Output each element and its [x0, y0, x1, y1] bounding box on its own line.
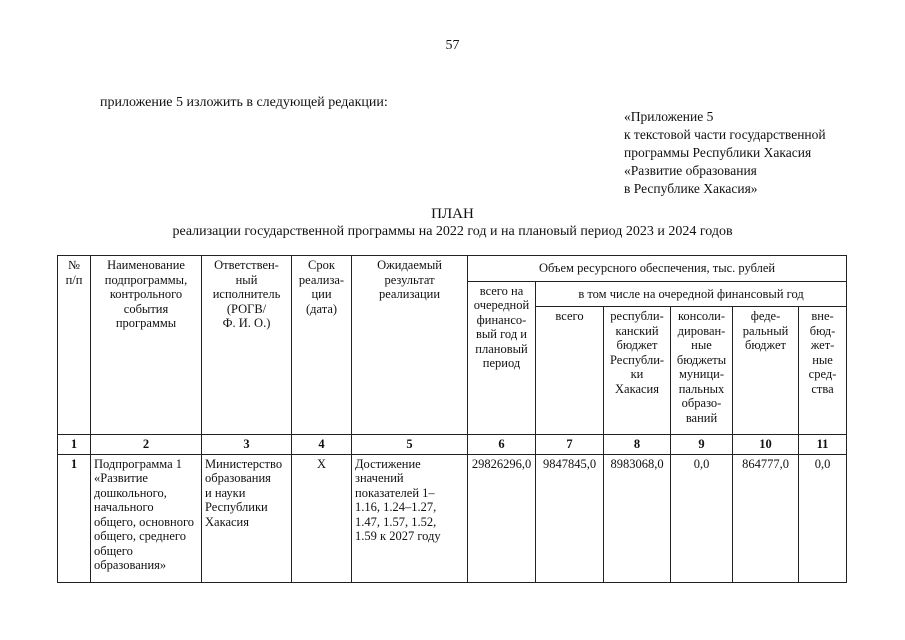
intro-text: приложение 5 изложить в следующей редакции:: [100, 95, 388, 110]
row-result: Достижение значений показателей 1– 1.16, 1.24–1.27, 1.47, 1.57, 1.52, 1.59 к 2027 году: [352, 454, 468, 582]
header-extra: вне- бюд- жет- ные сред- ства: [799, 307, 847, 435]
row-term: Х: [292, 454, 352, 582]
row-total-all: 29826296,0: [468, 454, 536, 582]
column-number: 9: [671, 435, 733, 455]
appendix-line: программы Республики Хакасия: [624, 145, 812, 160]
column-number: 8: [604, 435, 671, 455]
appendix-line: «Приложение 5: [624, 109, 714, 124]
appendix-line: к текстовой части государственной: [624, 127, 826, 142]
column-number-row: [58, 435, 847, 455]
header-republic: республи- канский бюджет Республи- ки Хакасия: [604, 307, 671, 435]
plan-title: ПЛАН: [431, 206, 474, 222]
row-republic: 8983068,0: [604, 454, 671, 582]
header-total-all: всего на очередной финансо- вый год и плановый период: [468, 281, 536, 435]
header-municipal: консоли- дирован- ные бюджеты муници- пальных образо- ваний: [671, 307, 733, 435]
column-number: 1: [58, 435, 91, 455]
plan-subtitle: реализации государственной программы на 2022 год и на плановый период 2023 и 2024 годов: [172, 224, 733, 239]
column-number: 2: [91, 435, 202, 455]
header-incl-current: в том числе на очередной финансовый год: [536, 281, 847, 307]
row-municipal: 0,0: [671, 454, 733, 582]
header-total: всего: [536, 307, 604, 435]
row-name: Подпрограмма 1 «Развитие дошкольного, начального общего, основного общего, среднего общего образования»: [91, 454, 202, 582]
column-number: 11: [799, 435, 847, 455]
column-number: 3: [202, 435, 292, 455]
header-num: № п/п: [58, 256, 91, 435]
column-number: 6: [468, 435, 536, 455]
plan-table: [57, 255, 847, 583]
header-name: Наименование подпрограммы, контрольного события программы: [91, 256, 202, 435]
row-executor: Министерство образования и науки Республики Хакасия: [202, 454, 292, 582]
column-number: 5: [352, 435, 468, 455]
page-number: 57: [445, 38, 460, 53]
header-executor: Ответствен- ный исполнитель (РОГВ/ Ф. И. О.): [202, 256, 292, 435]
column-number: 10: [733, 435, 799, 455]
row-extra: 0,0: [799, 454, 847, 582]
row-num: 1: [58, 454, 91, 582]
header-result: Ожидаемый результат реализации: [352, 256, 468, 435]
appendix-reference: [624, 108, 826, 198]
column-number: 7: [536, 435, 604, 455]
header-federal: феде- ральный бюджет: [733, 307, 799, 435]
header-term: Срок реализа- ции (дата): [292, 256, 352, 435]
row-federal: 864777,0: [733, 454, 799, 582]
header-volume: Объем ресурсного обеспечения, тыс. рублей: [468, 256, 847, 282]
column-number: 4: [292, 435, 352, 455]
row-total: 9847845,0: [536, 454, 604, 582]
table-row: [58, 454, 847, 582]
appendix-line: «Развитие образования: [624, 163, 757, 178]
appendix-line: в Республике Хакасия»: [624, 181, 758, 196]
